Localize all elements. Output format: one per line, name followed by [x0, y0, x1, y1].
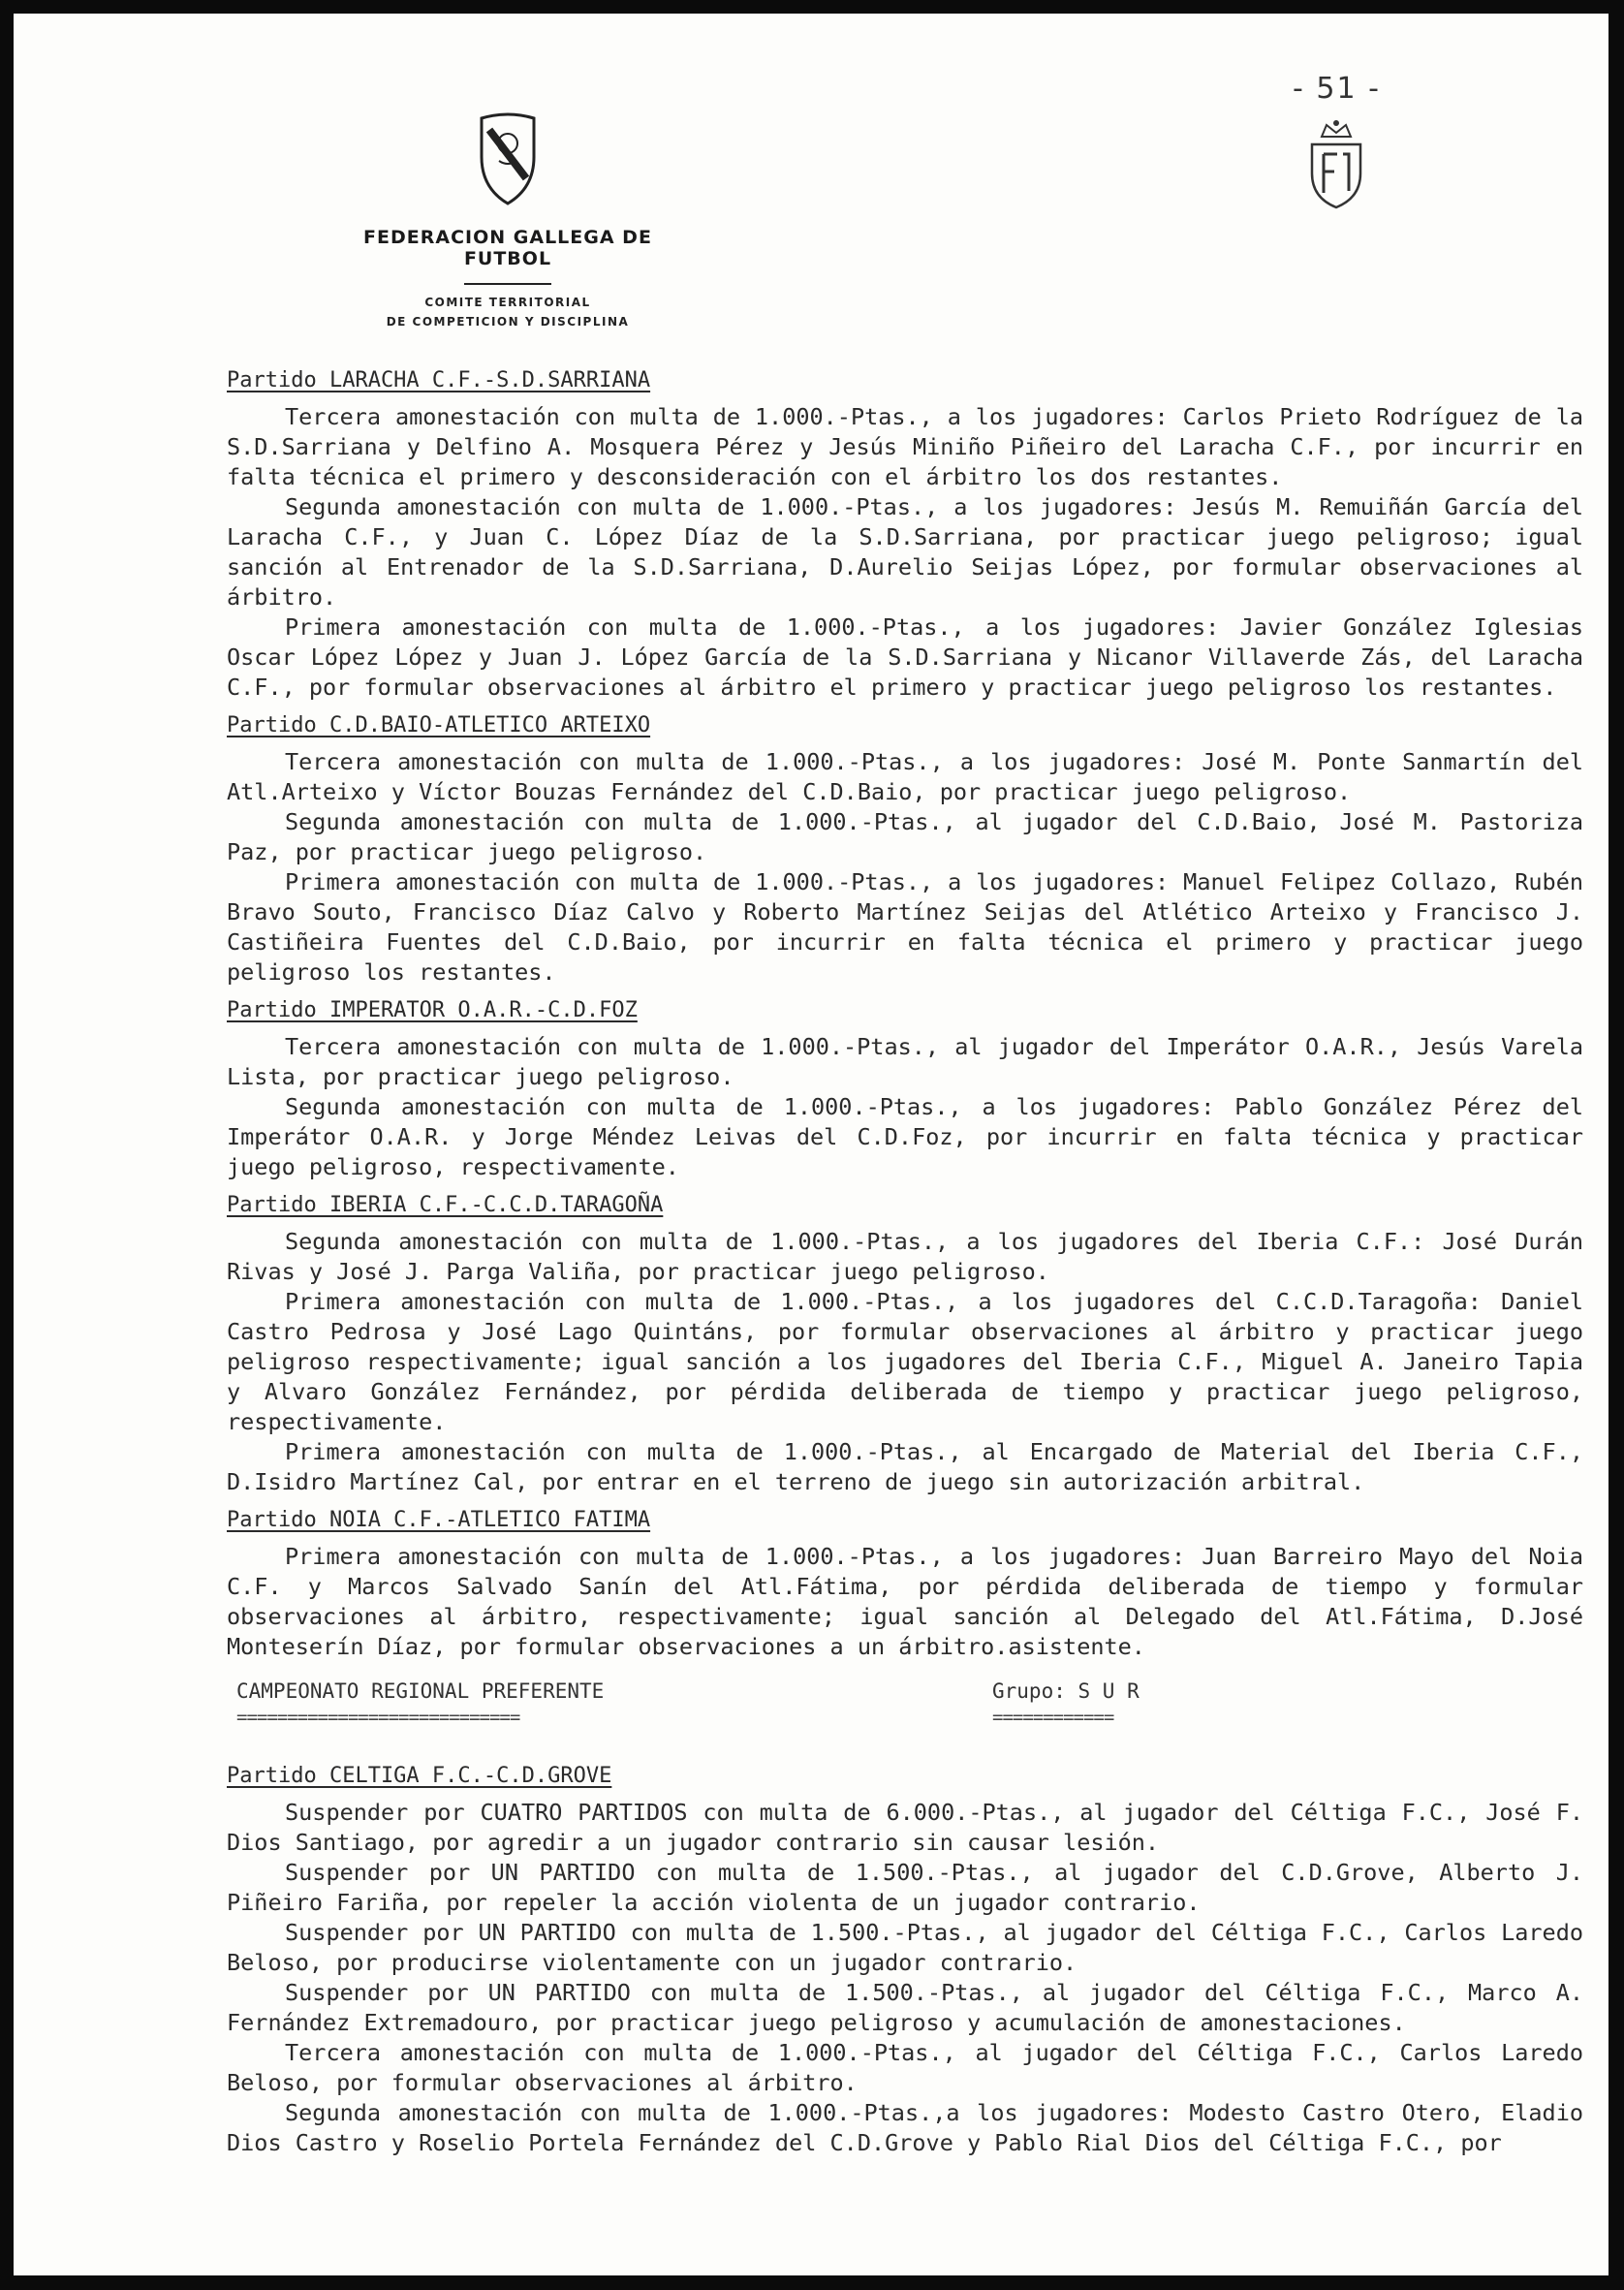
section-laracha-sarriana	[207, 365, 1583, 703]
section-imperator-foz	[207, 995, 1583, 1182]
paragraph: Tercera amonestación con multa de 1.000.-Ptas., al jugador del Imperátor O.A.R., Jesús Varela Lista, por practicar juego peligroso.	[227, 1033, 1583, 1090]
header-divider	[464, 283, 551, 285]
page-number: - 51 -	[1293, 72, 1381, 106]
section-title: Partido LARACHA C.F.-S.D.SARRIANA	[227, 368, 651, 392]
committee-line-2: DE COMPETICION Y DISCIPLINA	[386, 315, 630, 329]
championship-name-block	[236, 1679, 604, 1728]
group-block	[992, 1679, 1140, 1728]
championship-double-rule: ============================	[236, 1707, 520, 1728]
paragraph: Primera amonestación con multa de 1.000.-Ptas., a los jugadores del C.C.D.Taragoña: Daniel Castro Pedrosa y José Lago Quintáns, por formular observaciones al árbitro y practicar juego peligroso respectivamente; igual sanción a los jugadores del Iberia C.F., Miguel A. Janeiro Tapia y Alvaro González Fernández, por pérdida deliberada de tiempo y practicar juego peligroso, respectivamente.	[227, 1288, 1583, 1435]
paragraph: Suspender por UN PARTIDO con multa de 1.500.-Ptas., al jugador del Céltiga F.C., Marco A. Fernández Extremadouro, por practicar juego peligroso y acumulación de amonestaciones.	[227, 1979, 1583, 2036]
section-iberia-taragona	[207, 1190, 1583, 1497]
committee-line-1: COMITE TERRITORIAL	[424, 296, 591, 309]
document-body	[207, 358, 1583, 2158]
section-title: Partido NOIA C.F.-ATLETICO FATIMA	[227, 1508, 651, 1532]
federation-crest-icon	[478, 110, 538, 207]
paragraph: Primera amonestación con multa de 1.000.-Ptas., a los jugadores: Juan Barreiro Mayo del Noia C.F. y Marcos Salvado Sanín del Atl.Fátima, por pérdida deliberada de tiempo y formular observaciones al árbitro, respectivamente; igual sanción al Delegado del Atl.Fátima, D.José Monteserín Díaz, por formular observaciones a un árbitro.asistente.	[227, 1543, 1583, 1660]
section-title: Partido IBERIA C.F.-C.C.D.TARAGOÑA	[227, 1193, 664, 1217]
paragraph: Segunda amonestación con multa de 1.000.-Ptas., a los jugadores del Iberia C.F.: José Durán Rivas y José J. Parga Valiña, por practicar juego peligroso.	[227, 1228, 1583, 1285]
group-name: Grupo: S U R	[992, 1679, 1140, 1703]
championship-heading	[207, 1679, 1583, 1747]
document-page	[14, 14, 1608, 2275]
paragraph: Primera amonestación con multa de 1.000.-Ptas., al Encargado de Material del Iberia C.F., D.Isidro Martínez Cal, por entrar en el terreno de juego sin autorización arbitral.	[227, 1438, 1583, 1495]
paragraph: Primera amonestación con multa de 1.000.-Ptas., a los jugadores: Javier González Iglesias Oscar López López y Juan J. López García de la S.D.Sarriana y Nicanor Villaverde Zás, del Laracha C.F., por formular observaciones al árbitro el primero y practicar juego peligroso los restantes.	[227, 613, 1583, 701]
federation-name: FEDERACION GALLEGA DE FUTBOL	[363, 227, 652, 269]
paragraph: Segunda amonestación con multa de 1.000.-Ptas., al jugador del C.D.Baio, José M. Pastoriza Paz, por practicar juego peligroso.	[227, 808, 1583, 865]
section-title: Partido IMPERATOR O.A.R.-C.D.FOZ	[227, 998, 638, 1022]
paragraph: Tercera amonestación con multa de 1.000.-Ptas., a los jugadores: Carlos Prieto Rodríguez de la S.D.Sarriana y Delfino A. Mosquera Pérez y Jesús Miniño Piñeiro del Laracha C.F., por incurrir en falta técnica el primero y desconsideración con el árbitro los dos restantes.	[227, 403, 1583, 490]
group-double-rule: ============	[992, 1707, 1114, 1728]
paragraph: Suspender por UN PARTIDO con multa de 1.500.-Ptas., al jugador del C.D.Grove, Alberto J. Piñeiro Fariña, por repeler la acción violenta de un jugador contrario.	[227, 1859, 1583, 1916]
section-noia-fatima	[207, 1505, 1583, 1662]
championship-name: CAMPEONATO REGIONAL PREFERENTE	[236, 1679, 605, 1703]
royal-crest-icon	[1302, 115, 1370, 212]
paragraph: Segunda amonestación con multa de 1.000.-Ptas.,a los jugadores: Modesto Castro Otero, Eladio Dios Castro y Roselio Portela Fernández del C.D.Grove y Pablo Rial Dios del Céltiga F.C., por	[227, 2099, 1583, 2156]
paragraph: Segunda amonestación con multa de 1.000.-Ptas., a los jugadores: Jesús M. Remuiñán García del Laracha C.F., y Juan C. López Díaz de la S.D.Sarriana, por practicar juego peligroso; igual sanción al Entrenador de la S.D.Sarriana, D.Aurelio Seijas López, por formular observaciones al árbitro.	[227, 493, 1583, 611]
section-celtiga-grove	[207, 1761, 1583, 2158]
section-baio-arteixo	[207, 710, 1583, 988]
section-title: Partido C.D.BAIO-ATLETICO ARTEIXO	[227, 713, 651, 737]
paragraph: Segunda amonestación con multa de 1.000.-Ptas., a los jugadores: Pablo González Pérez del Imperátor O.A.R. y Jorge Méndez Leivas del C.D.Foz, por incurrir en falta técnica y practicar juego peligroso, respectivamente.	[227, 1093, 1583, 1180]
paragraph: Primera amonestación con multa de 1.000.-Ptas., a los jugadores: Manuel Felipez Collazo, Rubén Bravo Souto, Francisco Díaz Calvo y Roberto Martínez Seijas del Atlético Arteixo y Francisco J. Castiñeira Fuentes del C.D.Baio, por incurrir en falta técnica el primero y practicar juego peligroso los restantes.	[227, 868, 1583, 986]
paragraph: Tercera amonestación con multa de 1.000.-Ptas., al jugador del Céltiga F.C., Carlos Laredo Beloso, por formular observaciones al árbitro.	[227, 2039, 1583, 2096]
section-title: Partido CELTIGA F.C.-C.D.GROVE	[227, 1764, 612, 1788]
paragraph: Suspender por CUATRO PARTIDOS con multa de 6.000.-Ptas., al jugador del Céltiga F.C., José F. Dios Santiago, por agredir a un jugador contrario sin causar lesión.	[227, 1799, 1583, 1856]
paragraph: Tercera amonestación con multa de 1.000.-Ptas., a los jugadores: José M. Ponte Sanmartín del Atl.Arteixo y Víctor Bouzas Fernández del C.D.Baio, por practicar juego peligroso.	[227, 748, 1583, 805]
federation-header	[333, 110, 682, 331]
paragraph: Suspender por UN PARTIDO con multa de 1.500.-Ptas., al jugador del Céltiga F.C., Carlos Laredo Beloso, por producirse violentamente con un jugador contrario.	[227, 1919, 1583, 1976]
